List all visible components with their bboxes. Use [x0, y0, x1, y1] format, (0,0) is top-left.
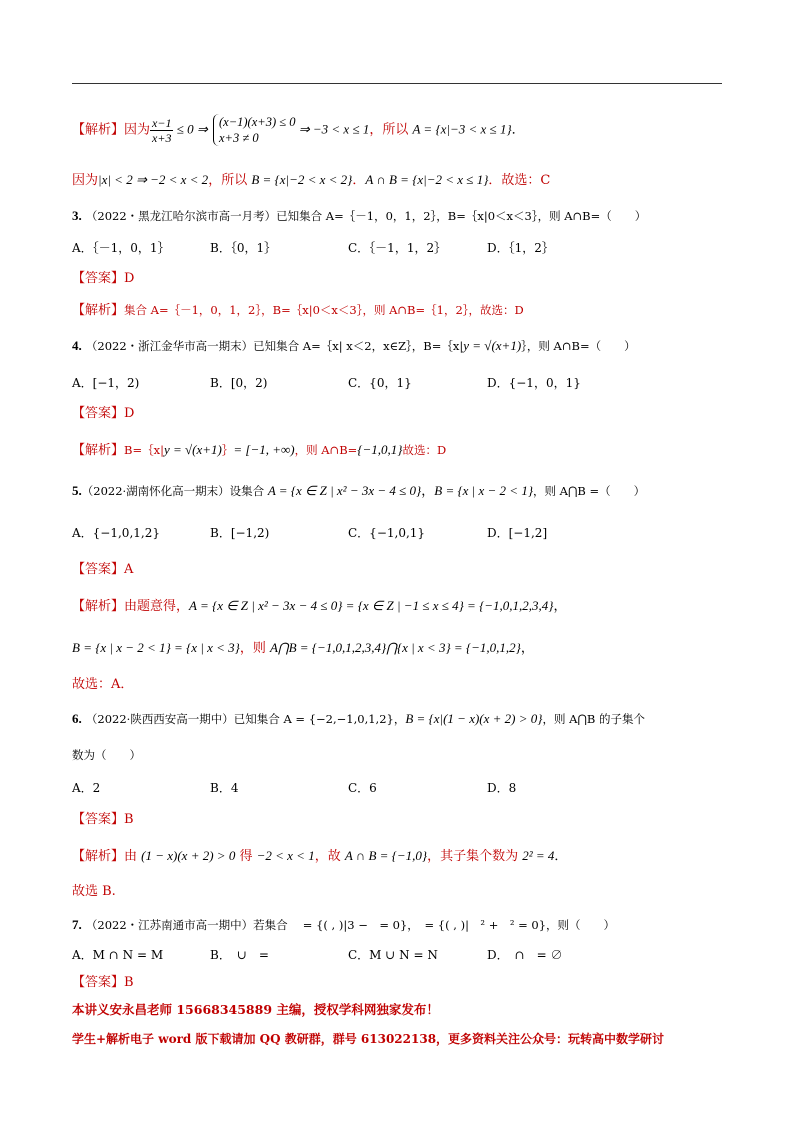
text: ．故选：C	[488, 173, 551, 188]
jiexi-tag: 【解析】	[72, 849, 125, 864]
text: ．	[554, 849, 568, 864]
math-expr: 2² = 4	[522, 848, 555, 863]
jiexi-line-4	[72, 441, 446, 460]
text: ，	[520, 641, 534, 656]
math-expr: A⋂B = {−1,0,1,2,3,4}⋂{x | x < 3} = {−1,0,1,2}	[269, 640, 521, 655]
answer-value: B	[124, 975, 134, 990]
jiexi-line-6b	[72, 883, 116, 901]
question-number: 6.	[72, 711, 82, 726]
math-expr: A = {x ∈ Z | x² − 3x − 4 ≤ 0}	[267, 483, 422, 498]
question-number: 5.	[72, 483, 82, 498]
math-expr: B = {x|−2 < x < 2}	[251, 172, 353, 187]
question-text: ，则 A⋂B =（ ）	[533, 484, 646, 498]
option-b: B． ∪ =	[210, 948, 269, 962]
answer-line-4	[72, 405, 134, 423]
option-b: B．｛0，1｝	[210, 241, 277, 255]
option-d: D．｛1，2｝	[487, 241, 554, 255]
answer-value: D	[124, 406, 135, 421]
jiexi-text: B=｛x|	[124, 443, 164, 457]
question-text: （2022·陕西西安高一期中）已知集合 A = {−2,−1,0,1,2}，	[85, 712, 406, 726]
math-expr: ⇒ −3 < x ≤ 1	[295, 121, 370, 137]
option-a: A．[−1，2)	[72, 376, 140, 390]
option-c: C．{0，1}	[348, 376, 412, 390]
math-expr: y = √(x+1)	[163, 442, 222, 457]
option-b: B．[−1,2)	[210, 526, 270, 540]
option-c: C．{−1,0,1}	[348, 526, 426, 540]
math-expr: A = {x ∈ Z | x² − 3x − 4 ≤ 0} = {x ∈ Z | −1 ≤ x ≤ 4} = {−1,0,1,2,3,4}	[189, 598, 554, 613]
jiexi-line-5c	[72, 676, 133, 694]
math-expr: A ∩ B = {−1,0}	[344, 848, 428, 863]
math-expr: y = √(x+1)	[463, 338, 522, 353]
fraction-denominator: x+3	[152, 130, 172, 145]
option-a: A．M ∩ N = M	[72, 948, 164, 962]
answer-value: D	[124, 271, 135, 286]
question-4-stem	[72, 337, 636, 356]
question-7-stem	[72, 916, 615, 935]
question-text: ｝，则 A∩B=（ ）	[521, 339, 636, 353]
jiexi-line-5a	[72, 597, 567, 616]
answer-line-7	[72, 974, 134, 992]
answer-tag: 【答案】	[72, 975, 125, 990]
system-row-1: (x−1)(x+3) ≤ 0	[219, 115, 296, 129]
math-expr: B = {x | x − 2 < 1} = {x | x < 3}	[72, 640, 240, 655]
question-text: ，则 A⋂B 的子集个	[542, 712, 645, 726]
option-a: A．{−1,0,1,2}	[72, 526, 160, 540]
question-number: 4.	[72, 338, 82, 353]
option-d: D．8	[487, 781, 517, 795]
text: ．	[511, 122, 525, 138]
option-a: A．｛－1，0，1｝	[72, 241, 170, 255]
jiexi-text: 集合 A=｛－1，0，1，2｝，B=｛x|0＜x＜3｝，则 A∩B=｛1，2｝，故选：D	[124, 303, 524, 317]
option-c: C．M ∪ N = N	[348, 948, 438, 962]
text: ．	[352, 173, 366, 188]
jiexi-text: ，则 A∩B=	[294, 443, 358, 457]
inequality-system	[213, 114, 295, 146]
math-expr: A = {x|−3 < x ≤ 1}	[412, 121, 512, 137]
question-6-stem-cont	[72, 746, 141, 765]
jiexi-text: ｝	[221, 443, 234, 457]
jiexi-text: 故选 B.	[72, 884, 116, 899]
option-d: D．{−1，0，1}	[487, 376, 581, 390]
jiexi-line-6	[72, 847, 567, 866]
option-b: B．4	[210, 781, 239, 795]
text: ，	[553, 599, 567, 614]
question-text: （2022・黑龙江哈尔滨市高一月考）已知集合 A=｛－1，0，1，2｝，B=｛x|0＜x＜3｝，则 A∩B=（ ）	[85, 209, 647, 223]
answer-tag: 【答案】	[72, 812, 125, 827]
question-number: 7.	[72, 917, 82, 932]
math-expr: {−1,0,1}	[357, 442, 403, 457]
jiexi-text: 得	[235, 849, 257, 864]
math-expr: −2 < x < 1	[256, 848, 315, 863]
jiexi-tag: 【解析】	[72, 599, 125, 614]
jiexi-text: 由题意得，	[124, 599, 190, 614]
option-d: D．[−1,2]	[487, 526, 548, 540]
question-number: 3.	[72, 208, 82, 223]
option-c: C．｛－1，1，2｝	[348, 241, 447, 255]
option-a: A．2	[72, 781, 101, 795]
jiexi-tag: 【解析】	[72, 303, 125, 318]
math-expr: B = {x|(1 − x)(x + 2) > 0}	[405, 711, 543, 726]
text: 因为	[72, 173, 99, 188]
question-text: 数为（ ）	[72, 748, 141, 762]
answer-tag: 【答案】	[72, 406, 125, 421]
text: ，所以	[208, 173, 252, 188]
header-rule	[72, 83, 722, 84]
option-c: C．6	[348, 781, 377, 795]
footer-line-1: 本讲义安永昌老师 15668345889 主编，授权学科网独家发布！	[72, 1002, 439, 1017]
answer-line-3	[72, 270, 134, 288]
math-expr: = [−1, +∞)	[233, 442, 295, 457]
question-5-stem	[72, 482, 645, 501]
jiexi-line-5b	[72, 639, 534, 658]
question-text: （2022・江苏南通市高一期中）若集合 = {( , )|3 − = 0}， = {( , )| ² + ² = 0}，则（ ）	[85, 918, 616, 932]
answer-value: A	[124, 562, 134, 577]
option-b: B．[0，2)	[210, 376, 268, 390]
fraction	[150, 116, 173, 145]
math-expr: ≤ 0 ⇒	[173, 121, 211, 137]
jiexi-text: 故选：A．	[72, 677, 134, 692]
system-row-2: x+3 ≠ 0	[219, 131, 259, 145]
jiexi-text: ，其子集个数为	[427, 849, 523, 864]
answer-tag: 【答案】	[72, 562, 125, 577]
question-3-stem	[72, 207, 646, 226]
jiexi-text: 故选：D	[402, 443, 447, 457]
jiexi-text: 由	[124, 849, 142, 864]
answer-value: B	[124, 812, 134, 827]
math-expr: (1 − x)(x + 2) > 0	[141, 848, 236, 863]
math-expr: B = {x | x − 2 < 1}	[434, 483, 534, 498]
fraction-numerator: x−1	[152, 115, 172, 130]
jiexi-line-1	[72, 114, 525, 146]
jiexi-line-2	[72, 171, 550, 190]
math-expr: |x| < 2 ⇒ −2 < x < 2	[98, 172, 209, 187]
option-d: D． ∩ = ∅	[487, 948, 563, 962]
answer-tag: 【答案】	[72, 271, 125, 286]
jiexi-text: ，则	[239, 641, 270, 656]
text: 因为	[124, 122, 151, 138]
answer-line-6	[72, 811, 134, 829]
math-expr: A ∩ B = {x|−2 < x ≤ 1}	[365, 172, 489, 187]
question-6-stem	[72, 710, 645, 729]
jiexi-line-3	[72, 301, 524, 320]
answer-line-5	[72, 561, 133, 579]
jiexi-tag: 【解析】	[72, 443, 125, 458]
jiexi-tag: 【解析】	[72, 122, 125, 138]
text: ，所以	[369, 122, 413, 138]
question-text: （2022・浙江金华市高一期末）已知集合 A=｛x| x＜2，x∈Z｝，B=｛x|	[85, 339, 464, 353]
question-text: （2022·湖南怀化高一期末）设集合	[81, 484, 268, 498]
jiexi-text: ，故	[314, 849, 345, 864]
footer-line-2: 学生+解析电子 word 版下载请加 QQ 教研群，群号 613022138，更多资料关注公众号：玩转高中数学研讨	[72, 1032, 665, 1046]
text: ，	[421, 484, 435, 499]
